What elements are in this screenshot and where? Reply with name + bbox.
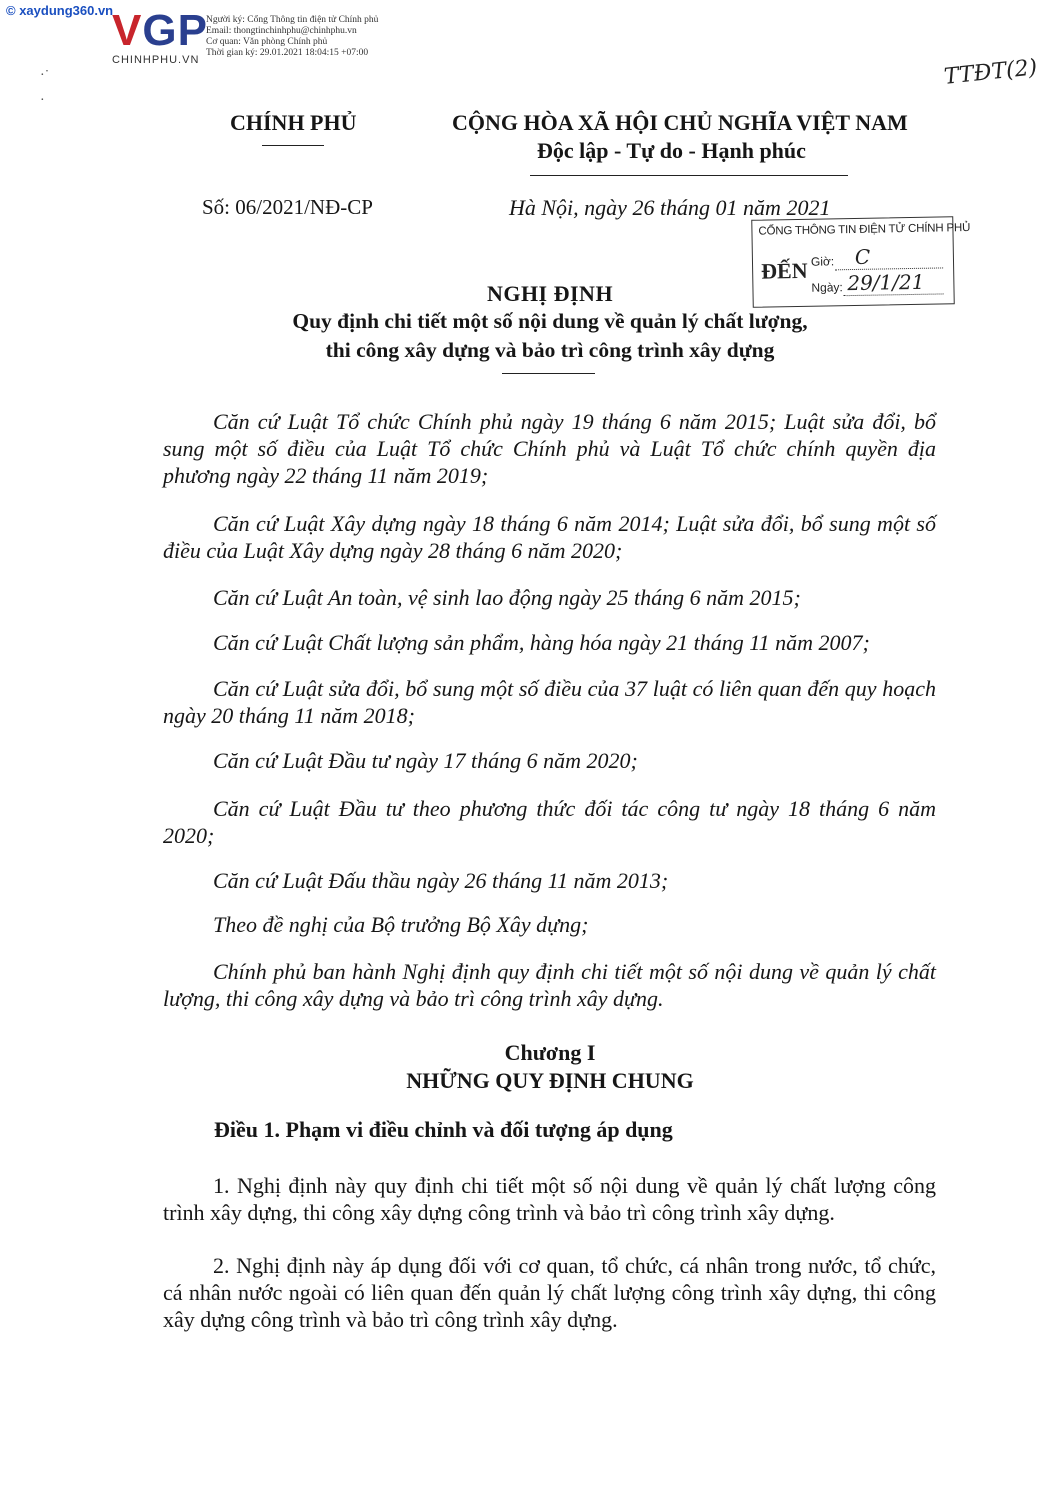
preamble-paragraph: Căn cứ Luật Xây dựng ngày 18 tháng 6 năm 2014; Luật sửa đổi, bổ sung một số điều của Luật Xây dựng ngày 28 tháng 6 năm 2020; — [163, 511, 936, 563]
preamble-paragraph: Căn cứ Luật Đấu thầu ngày 26 tháng 11 năm 2013; — [213, 868, 669, 893]
stamp-date-value: 29/1/21 — [847, 269, 925, 296]
article-clause: 1. Nghị định này quy định chi tiết một số nội dung về quản lý chất lượng công trình xây dựng, thi công xây dựng công trình và bảo trì công trình xây dựng. — [163, 1173, 936, 1225]
signature-time: Thời gian ký: 29.01.2021 18:04:15 +07:00 — [206, 48, 369, 58]
vgp-logo — [112, 6, 208, 66]
digital-signature-info — [206, 15, 378, 59]
handwritten-mark: TTĐT(2) — [942, 55, 1039, 90]
logo-subtitle: CHINHPHU.VN — [112, 54, 200, 66]
preamble-paragraph: Căn cứ Luật An toàn, vệ sinh lao động ngày 25 tháng 6 năm 2015; — [213, 585, 801, 610]
title-underline — [502, 373, 595, 374]
signature-email: Email: thongtinchinhphu@chinhphu.vn — [206, 26, 357, 36]
watermark: © xaydung360.vn — [6, 3, 114, 18]
scan-speck: ·˙ — [40, 68, 50, 83]
signature-agency: Cơ quan: Văn phòng Chính phủ — [206, 37, 328, 47]
preamble-paragraph: Chính phủ ban hành Nghị định quy định chi tiết một số nội dung về quản lý chất lượng, thi công xây dựng và bảo trì công trình xây dựng. — [163, 959, 936, 1011]
preamble-paragraph: Căn cứ Luật Đầu tư ngày 17 tháng 6 năm 2020; — [213, 748, 638, 773]
place-date: Hà Nội, ngày 26 tháng 01 năm 2021 — [509, 195, 831, 220]
national-title: CỘNG HÒA XÃ HỘI CHỦ NGHĨA VIỆT NAM — [452, 110, 908, 135]
stamp-time-label: Giờ: — [810, 254, 835, 269]
issuing-organization: CHÍNH PHỦ — [230, 110, 357, 135]
preamble-paragraph: Theo đề nghị của Bộ trưởng Bộ Xây dựng; — [213, 912, 589, 937]
document-number: Số: 06/2021/NĐ-CP — [202, 195, 373, 219]
decree-subtitle-line2: thi công xây dựng và bảo trì công trình xây dựng — [325, 338, 775, 362]
chapter-title: NHỮNG QUY ĐỊNH CHUNG — [406, 1068, 694, 1093]
national-motto: Độc lập - Tự do - Hạnh phúc — [537, 138, 806, 163]
logo-letter-v: V — [112, 6, 143, 55]
preamble-paragraph: Căn cứ Luật Tổ chức Chính phủ ngày 19 tháng 6 năm 2015; Luật sửa đổi, bổ sung một số điều của Luật Tổ chức Chính phủ và Luật Tổ chức chính quyền địa phương ngày 22 tháng 11 năm 2019; — [163, 409, 936, 488]
org-underline — [262, 145, 324, 146]
stamp-date-label: Ngày: — [811, 280, 843, 295]
scan-speck: · — [40, 93, 45, 108]
article-clause: 2. Nghị định này áp dụng đối với cơ quan, tổ chức, cá nhân trong nước, tổ chức, cá nhân nước ngoài có liên quan đến quản lý chất lượng công trình xây dựng, thi công xây dựng công trình và bảo trì công trình xây dựng. — [163, 1253, 936, 1332]
logo-letter-p: P — [177, 6, 208, 55]
article-heading: Điều 1. Phạm vi điều chỉnh và đối tượng áp dụng — [214, 1117, 673, 1142]
signature-signer: Người ký: Cổng Thông tin điện tử Chính phủ — [206, 15, 379, 25]
decree-subtitle-line1: Quy định chi tiết một số nội dung về quản lý chất lượng, — [292, 309, 808, 333]
stamp-den: ĐẾN — [760, 257, 808, 284]
preamble-paragraph: Căn cứ Luật sửa đổi, bổ sung một số điều của 37 luật có liên quan đến quy hoạch ngày 20 tháng 11 năm 2018; — [163, 676, 936, 728]
preamble-paragraph: Căn cứ Luật Chất lượng sản phẩm, hàng hóa ngày 21 tháng 11 năm 2007; — [213, 630, 870, 655]
logo-letter-g: G — [142, 6, 178, 55]
stamp-title: CỔNG THÔNG TIN ĐIỆN TỬ CHÍNH PHỦ — [758, 221, 971, 238]
stamp-time-value: C — [854, 244, 871, 269]
preamble-paragraph: Căn cứ Luật Đầu tư theo phương thức đối tác công tư ngày 18 tháng 6 năm 2020; — [163, 796, 936, 848]
motto-underline — [530, 175, 848, 176]
decree-title: NGHỊ ĐỊNH — [486, 281, 614, 306]
chapter-number: Chương I — [504, 1040, 596, 1065]
